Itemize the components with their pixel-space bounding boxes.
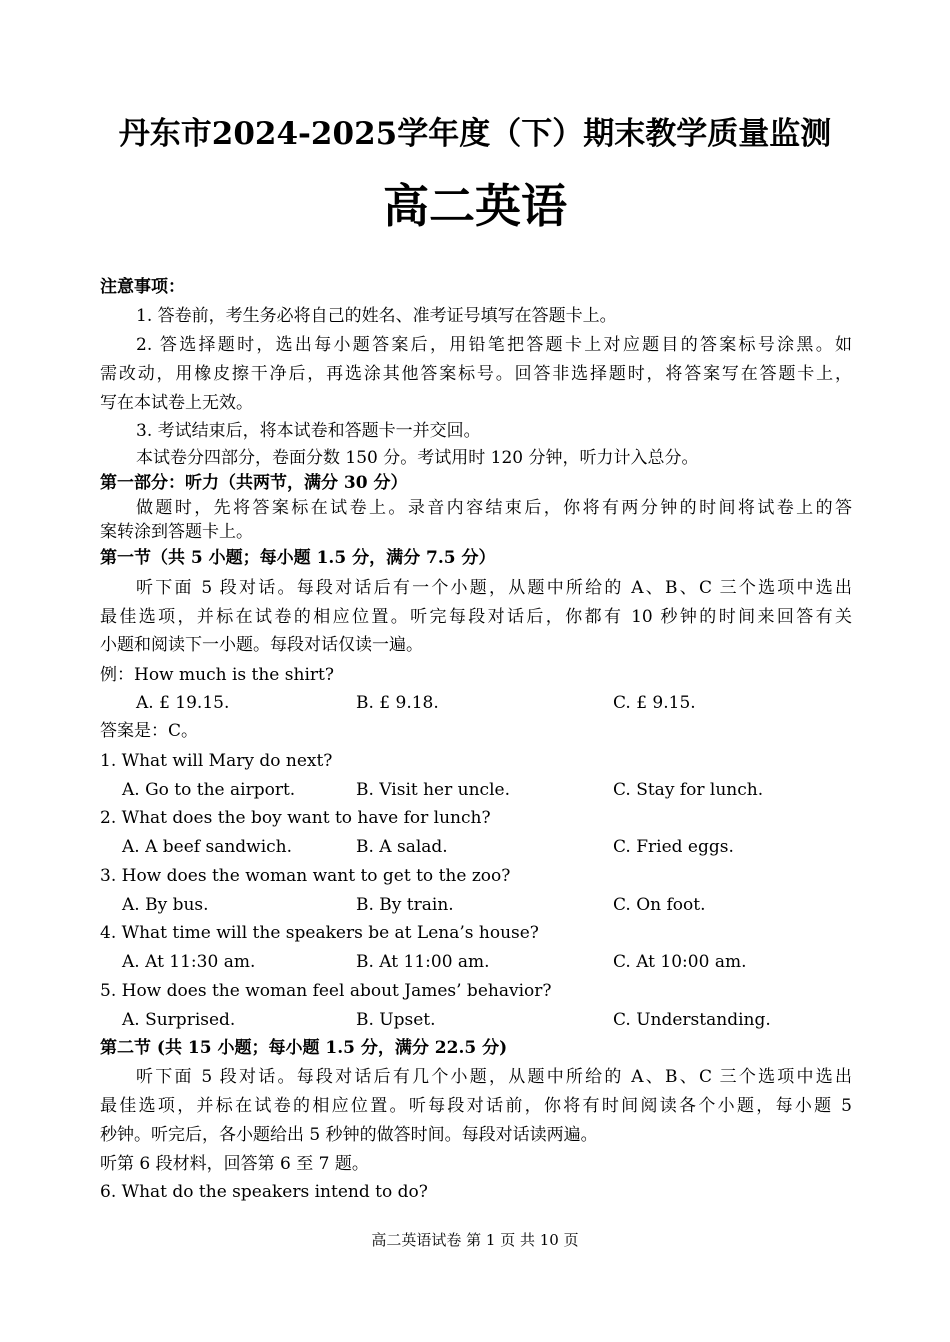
example-question: 例：How much is the shirt? xyxy=(100,665,334,685)
question-3-option-b: B. By train. xyxy=(356,895,454,915)
section2-intro-line-1: 听下面 5 段对话。每段对话后有几个小题，从题中所给的 A、B、C 三个选项中选出 xyxy=(136,1067,852,1087)
page-footer: 高二英语试卷 第 1 页 共 10 页 xyxy=(371,1231,579,1249)
example-option-a: A. £ 19.15. xyxy=(136,693,230,713)
part1-heading: 第一部分：听力（共两节，满分 30 分） xyxy=(100,473,408,493)
section2-intro-line-2: 最佳选项，并标在试卷的相应位置。听每段对话前，你将有时间阅读各个小题，每小题 5 xyxy=(100,1096,852,1116)
example-answer: 答案是：C。 xyxy=(100,721,199,741)
question-3: 3. How does the woman want to get to the zoo? xyxy=(100,866,511,886)
section1-intro-line-1: 听下面 5 段对话。每段对话后有一个小题，从题中所给的 A、B、C 三个选项中选出 xyxy=(136,578,852,598)
section2-heading: 第二节 (共 15 小题；每小题 1.5 分，满分 22.5 分) xyxy=(100,1038,508,1058)
notice-item-2-line-1: 2. 答选择题时，选出每小题答案后，用铅笔把答题卡上对应题目的答案标号涂黑。如 xyxy=(136,335,852,355)
question-5-option-b: B. Upset. xyxy=(356,1010,436,1030)
question-4: 4. What time will the speakers be at Lena’s house? xyxy=(100,923,539,943)
notice-item-3: 3. 考试结束后，将本试卷和答题卡一并交回。 xyxy=(136,421,481,441)
exam-title: 丹东市2024-2025学年度（下）期末教学质量监测 xyxy=(118,116,832,152)
section1-intro-line-2: 最佳选项，并标在试卷的相应位置。听完每段对话后，你都有 10 秒钟的时间来回答有关 xyxy=(100,607,852,627)
subject-title: 高二英语 xyxy=(383,179,567,233)
question-2-option-b: B. A salad. xyxy=(356,837,448,857)
question-1: 1. What will Mary do next? xyxy=(100,751,333,771)
part1-intro-line-1: 做题时，先将答案标在试卷上。录音内容结束后，你将有两分钟的时间将试卷上的答 xyxy=(136,498,852,518)
question-5: 5. How does the woman feel about James’ behavior? xyxy=(100,981,552,1001)
question-4-option-c: C. At 10:00 am. xyxy=(613,952,747,972)
example-option-c: C. £ 9.15. xyxy=(613,693,696,713)
notice-item-4: 本试卷分四部分，卷面分数 150 分。考试用时 120 分钟，听力计入总分。 xyxy=(136,448,699,468)
notice-heading: 注意事项： xyxy=(100,277,185,297)
question-4-option-b: B. At 11:00 am. xyxy=(356,952,490,972)
material-6-instruction: 听第 6 段材料，回答第 6 至 7 题。 xyxy=(100,1154,369,1174)
question-5-option-c: C. Understanding. xyxy=(613,1010,771,1030)
part1-intro-line-2: 案转涂到答题卡上。 xyxy=(100,522,253,542)
question-4-option-a: A. At 11:30 am. xyxy=(122,952,256,972)
question-2: 2. What does the boy want to have for lunch? xyxy=(100,808,491,828)
question-1-option-b: B. Visit her uncle. xyxy=(356,780,510,800)
example-option-b: B. £ 9.18. xyxy=(356,693,439,713)
section1-heading: 第一节（共 5 小题；每小题 1.5 分，满分 7.5 分） xyxy=(100,548,496,568)
question-6: 6. What do the speakers intend to do? xyxy=(100,1182,428,1202)
section2-intro-line-3: 秒钟。听完后，各小题给出 5 秒钟的做答时间。每段对话读两遍。 xyxy=(100,1125,598,1145)
question-1-option-c: C. Stay for lunch. xyxy=(613,780,764,800)
section1-intro-line-3: 小题和阅读下一小题。每段对话仅读一遍。 xyxy=(100,635,423,655)
question-2-option-a: A. A beef sandwich. xyxy=(122,837,293,857)
question-1-option-a: A. Go to the airport. xyxy=(122,780,296,800)
question-5-option-a: A. Surprised. xyxy=(122,1010,236,1030)
question-2-option-c: C. Fried eggs. xyxy=(613,837,734,857)
notice-item-2-line-2: 需改动，用橡皮擦干净后，再选涂其他答案标号。回答非选择题时，将答案写在答题卡上， xyxy=(100,364,852,384)
notice-item-1: 1. 答卷前，考生务必将自己的姓名、准考证号填写在答题卡上。 xyxy=(136,306,617,326)
notice-item-2-line-3: 写在本试卷上无效。 xyxy=(100,393,253,413)
question-3-option-a: A. By bus. xyxy=(122,895,209,915)
question-3-option-c: C. On foot. xyxy=(613,895,706,915)
